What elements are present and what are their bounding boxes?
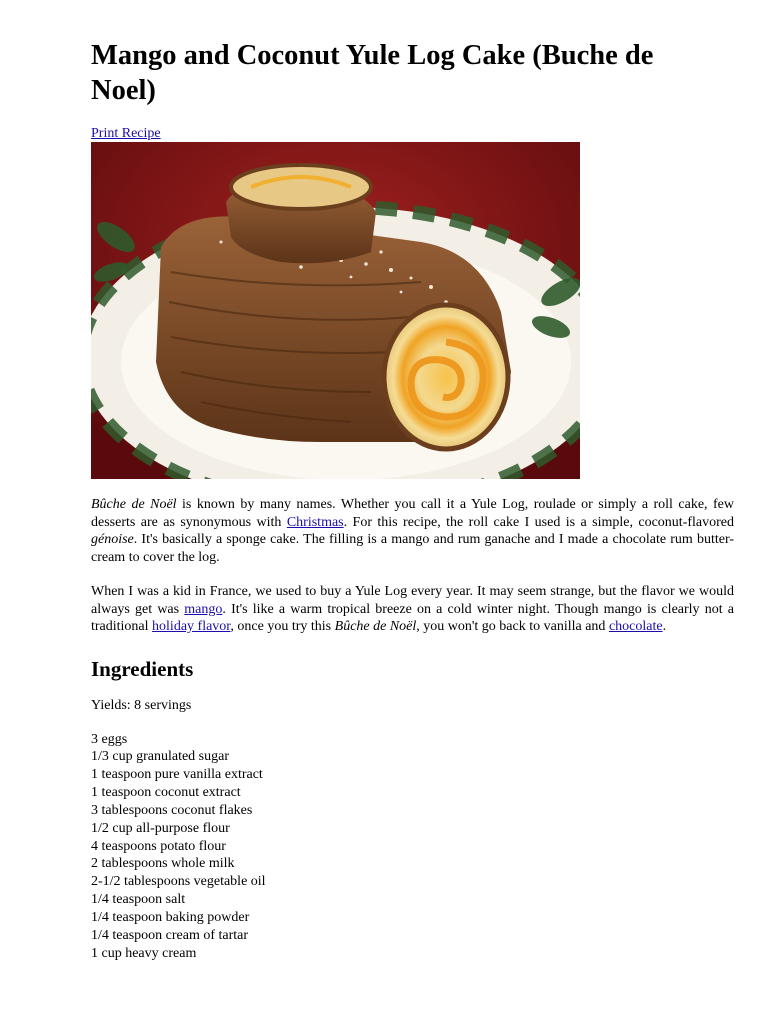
intro-paragraph-1	[91, 496, 734, 566]
genoise-em: génoise	[91, 532, 134, 547]
intro-p2-text-4: , you won't go back to vanilla and	[416, 619, 609, 634]
intro-p2-text-1: When I was a kid in France, we used to buy a Yule Log every year. It may seem strange, but the flavor we would always get was	[91, 584, 734, 617]
yields-text: Yields: 8 servings	[91, 697, 192, 713]
ingredients-list	[91, 731, 734, 963]
ingredient-item: 1/4 teaspoon baking powder	[91, 909, 250, 925]
intro-p1-text-2: . For this recipe, the roll cake I used is a simple, coconut-flavored	[343, 514, 734, 530]
ingredient-item: 4 teaspoons potato flour	[91, 838, 226, 854]
ingredient-item: 1 teaspoon coconut extract	[91, 785, 241, 801]
intro-p2-text-2: . It's like a warm tropical breeze on a cold winter night. Though mango is clearly not a traditional	[91, 601, 734, 634]
buche-de-noel-em-2: Bûche de Noël	[334, 619, 417, 634]
intro-paragraph-2	[91, 583, 734, 636]
mango-link[interactable]: mango	[184, 601, 223, 617]
ingredient-item: 3 eggs	[91, 731, 128, 747]
christmas-link[interactable]: Christmas	[286, 514, 344, 530]
ingredient-item: 1 cup heavy cream	[91, 945, 197, 961]
intro-p2-text-5: .	[662, 619, 667, 634]
cake-illustration	[91, 142, 580, 479]
ingredient-item: 3 tablespoons coconut flakes	[91, 802, 253, 818]
yule-log-cake-photo	[91, 142, 580, 479]
intro-p1-text-3: . It's basically a sponge cake. The filling is a mango and rum ganache and I made a chocolate rum butter-cream to cover the log.	[91, 532, 734, 565]
ingredient-item: 2 tablespoons whole milk	[91, 856, 235, 872]
intro-p1-text-1: is known by many names. Whether you call it a Yule Log, roulade or simply a roll cake, few desserts are as synonymous with	[91, 497, 734, 530]
ingredients-heading: Ingredients	[91, 656, 194, 681]
ingredient-item: 2-1/2 tablespoons vegetable oil	[91, 874, 266, 890]
ingredient-item: 1/4 teaspoon cream of tartar	[91, 927, 249, 943]
intro-p2-text-3: , once you try this	[230, 619, 335, 634]
ingredient-item: 1 teaspoon pure vanilla extract	[91, 767, 263, 783]
chocolate-link[interactable]: chocolate	[608, 619, 663, 634]
article	[91, 0, 734, 962]
page-title: Mango and Coconut Yule Log Cake (Buche de Noel)	[91, 40, 654, 106]
print-recipe-link[interactable]: Print Recipe	[91, 126, 161, 141]
ingredient-item: 1/4 teaspoon salt	[91, 892, 186, 908]
ingredient-item: 1/3 cup granulated sugar	[91, 749, 230, 765]
buche-de-noel-em: Bûche de Noël	[91, 497, 177, 512]
ingredient-item: 1/2 cup all-purpose flour	[91, 820, 230, 836]
holiday-flavor-link[interactable]: holiday flavor	[152, 619, 231, 634]
